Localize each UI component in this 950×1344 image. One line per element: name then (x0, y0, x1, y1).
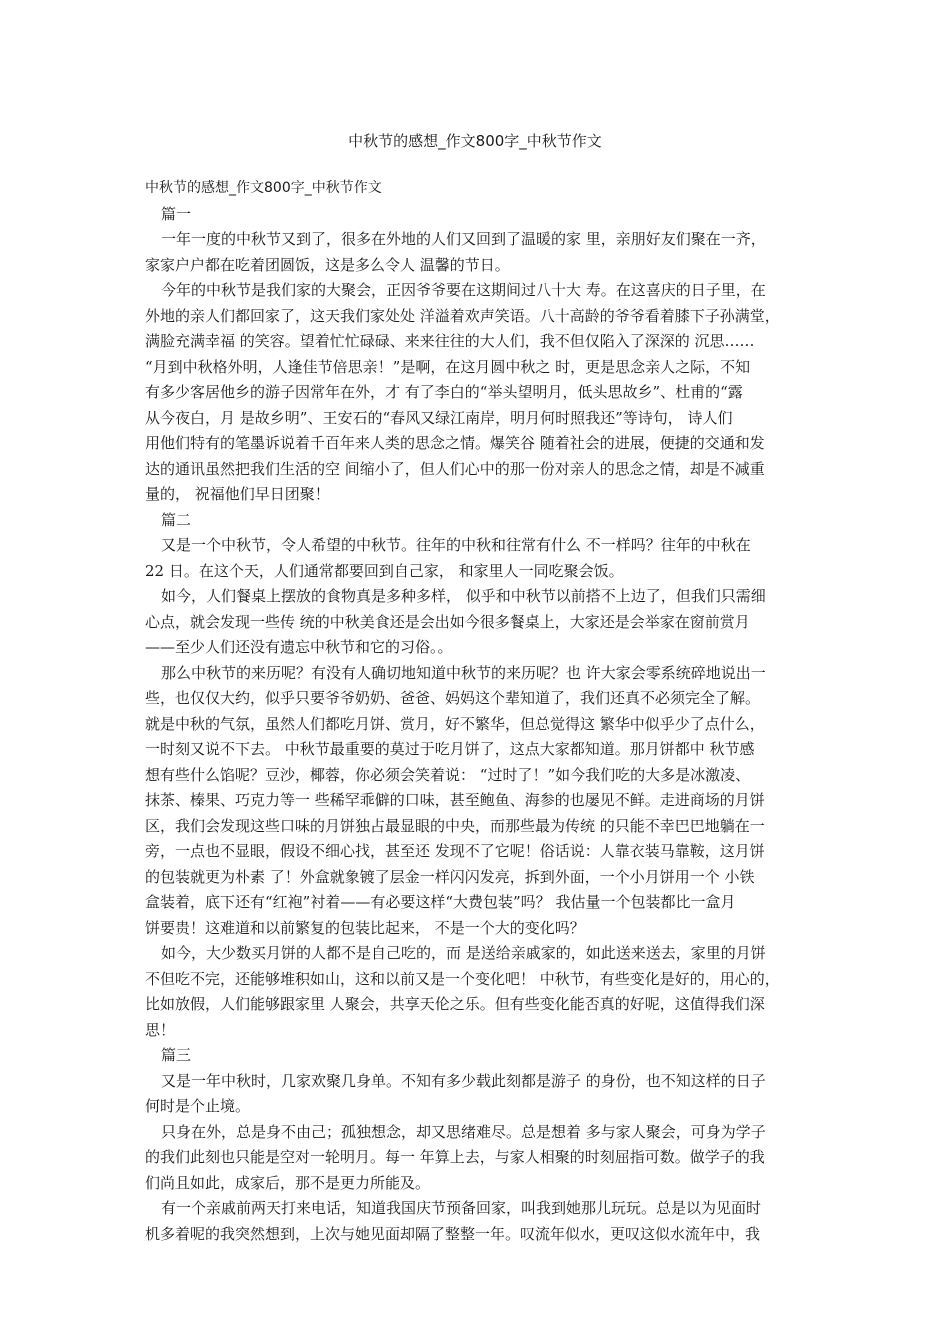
text-line: 何时是个止境。 (145, 1097, 251, 1115)
text-line: “月到中秋格外明，人逢佳节倍思亲！”是啊，在这月圆中秋之 时，更是思念亲人之际，不知 (145, 357, 751, 376)
text-line: 饼要贵！这难道和以前繁复的包装比起来， 不是一个大的变化吗？ (145, 918, 585, 937)
text-line: 22 日。在这个天，人们通常都要回到自己家， 和家里人一同吃聚会饭。 (145, 561, 624, 580)
section-heading: 篇三 (161, 1046, 192, 1064)
text-line: 些，也仅仅大约，似乎只要爷爷奶奶、爸爸、妈妈这个辈知道了，我们还真不必须完全了解。 (145, 689, 761, 707)
text-line: 家家户户都在吃着团圆饭，这是多么令人 温馨的节日。 (145, 255, 510, 274)
text-line: 旁，一点也不显眼，假设不细心找，甚至还 发现不了它呢！俗话说：人靠衣装马靠鞍，这月饼 (145, 842, 765, 860)
text-line: 区，我们会发现这些口味的月饼独占最显眼的中央，而那些最为传统 的只能不幸巴巴地躺在一 (145, 816, 765, 835)
text-line: 达的通讯虽然把我们生活的空 间缩小了，但人们心中的那一份对亲人的思念之情，却是不减重 (145, 459, 765, 478)
text-line: 用他们特有的笔墨诉说着千百年来人类的思念之情。爆笑谷 随着社会的进展，便捷的交通和发 (145, 434, 765, 452)
text-line: 机多着呢的我突然想到，上次与她见面却隔了整整一年。叹流年似水，更叹这似水流年中，我 (145, 1224, 761, 1243)
text-line: 思！ (145, 1020, 176, 1039)
section-heading: 篇二 (161, 510, 192, 529)
document-body (145, 176, 815, 1247)
text-line: 有一个亲戚前两天打来电话，知道我国庆节预备回家，叫我到她那儿玩玩。总是以为见面时 (161, 1199, 762, 1217)
text-line: 们尚且如此，成家后，那不是更力所能及。 (145, 1173, 431, 1192)
text-line: 一年一度的中秋节又到了，很多在外地的人们又回到了温暖的家 里，亲朋好友们聚在一齐， (161, 230, 766, 248)
text-line: ——至少人们还没有遗忘中秋节和它的习俗。。 (145, 638, 453, 656)
text-line: 心点，就会发现一些传 统的中秋美食还是会出如今很多餐桌上，大家还是会举家在窗前赏月 (145, 612, 750, 631)
text-line: 从今夜白，月 是故乡明”、王安石的“春风又绿江南岸，明月何时照我还”等诗句， 诗人们 (145, 408, 733, 427)
text-line: 盒装着，底下还有“红袍”衬着——有必要这样“大费包装”吗？ 我估量一个包装都比一盒月 (145, 893, 736, 911)
document-title: 中秋节的感想_作文800字_中秋节作文 (348, 132, 602, 150)
text-line: 有多少客居他乡的游子因常年在外，才 有了李白的“举头望明月，低头思故乡”、杜甫的“露 (145, 383, 743, 401)
text-line: 量的， 祝福他们早日团聚！ (145, 485, 330, 503)
text-line: 又是一个中秋节，令人希望的中秋节。往年的中秋和往常有什么 不一样吗？往年的中秋在 (161, 536, 751, 554)
text-line: 只身在外，总是身不由己；孤独想念，却又思绪难尽。总是想着 多与家人聚会，可身为学子 (161, 1122, 766, 1141)
document-subtitle: 中秋节的感想_作文800字_中秋节作文 (145, 180, 382, 196)
section-heading: 篇一 (161, 204, 192, 223)
text-line: 比如放假，人们能够跟家里 人聚会，共享天伦之乐。但有些变化能否真的好呢，这值得我们深 (145, 995, 765, 1013)
text-line: 满脸充满幸福 的笑容。望着忙忙碌碌、来来往往的大人们，我不但仅陷入了深深的 沉思…… (145, 332, 755, 350)
text-line: 的我们此刻也只能是空对一轮明月。每一 年算上去，与家人相聚的时刻屈指可数。做学子的我 (145, 1148, 765, 1166)
text-line: 外地的亲人们都回家了，这天我们家处处 洋溢着欢声笑语。八十高龄的爷爷看着膝下子孙满堂， (145, 306, 780, 325)
text-line: 一时刻又说不下去。 中秋节最重要的莫过于吃月饼了，这点大家都知道。那月饼都中 秋节感 (145, 740, 755, 758)
text-line: 就是中秋的气氛，虽然人们都吃月饼、赏月，好不繁华，但总觉得这 繁华中似乎少了点什么， (145, 714, 765, 733)
text-line: 如今，人们餐桌上摆放的食物真是多种多样， 似乎和中秋节以前搭不上边了，但我们只需细 (161, 587, 766, 605)
text-line: 不但吃不完，还能够堆积如山，这和以前又是一个变化吧！ 中秋节，有些变化是好的，用心的， (145, 969, 780, 988)
text-line: 那么中秋节的来历呢？有没有人确切地知道中秋节的来历呢？也 许大家会零系统碎地说出一 (161, 663, 766, 682)
text-line: 又是一年中秋时，几家欢聚几身单。不知有多少载此刻都是游子 的身份，也不知这样的日子 (161, 1071, 766, 1090)
text-line: 如今，大少数买月饼的人都不是自己吃的，而 是送给亲戚家的，如此送来送去，家里的月饼 (161, 944, 766, 962)
text-line: 抹茶、榛果、巧克力等一 些稀罕乖僻的口味，甚至鲍鱼、海参的也屡见不鲜。走进商场的月饼 (145, 791, 765, 809)
text-line: 想有些什么馅呢？豆沙，椰蓉，你必须会笑着说： “过时了！”如今我们吃的大多是冰激凌、 (145, 765, 751, 784)
text-line: 的包装就更为朴素 了！外盒就象镀了层金一样闪闪发亮，拆到外面，一个小月饼用一个 小铁 (145, 867, 755, 886)
text-line: 今年的中秋节是我们家的大聚会，正因爷爷要在这期间过八十大 寿。在这喜庆的日子里，在 (161, 281, 766, 299)
